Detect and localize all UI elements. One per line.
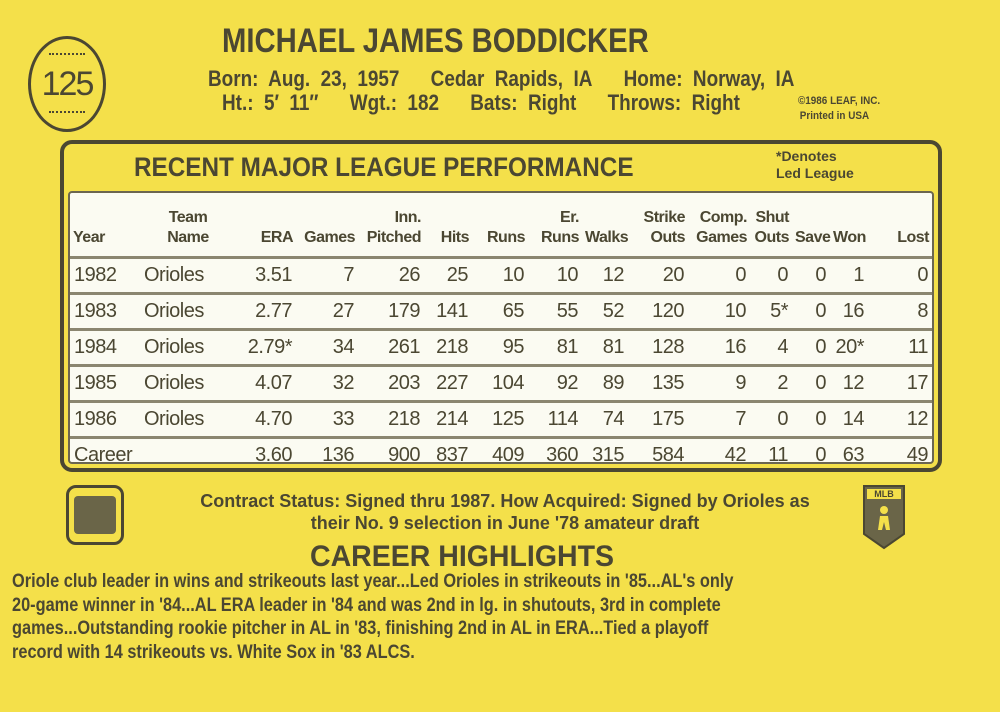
table-cell: 0 — [792, 293, 830, 329]
header-text: Comp. — [699, 208, 747, 226]
table-cell: 136 — [296, 437, 358, 472]
table-cell: 584 — [628, 437, 688, 472]
table-cell: 11 — [868, 329, 932, 365]
table-cell: 5* — [750, 293, 792, 329]
table-cell: 89 — [582, 365, 628, 401]
bio-line-2 — [222, 90, 740, 116]
stats-panel — [60, 140, 942, 472]
table-cell: 315 — [582, 437, 628, 472]
column-header — [70, 193, 140, 257]
header-text: Lost — [897, 228, 929, 246]
contract-line: Contract Status: Signed thru 1987. How Acquired: Signed by Orioles as — [200, 491, 810, 511]
table-cell: 1985 — [70, 365, 140, 401]
table-cell: Orioles — [140, 329, 236, 365]
column-header — [140, 193, 236, 257]
header-text: Won — [833, 228, 866, 246]
table-cell: 7 — [296, 257, 358, 293]
table-row — [70, 329, 932, 365]
note-line: Led League — [776, 165, 854, 181]
copyright-text: ©1986 LEAF, INC. — [798, 95, 881, 107]
table-cell: 3.51 — [236, 257, 296, 293]
table-cell: 837 — [424, 437, 472, 472]
table-cell: 81 — [582, 329, 628, 365]
table-cell: 81 — [528, 329, 582, 365]
header-text: Games — [304, 228, 355, 246]
bats: Bats: Right — [470, 90, 577, 115]
header-text: ERA — [260, 228, 293, 246]
table-cell: Career — [70, 437, 140, 472]
header-text: Shut — [755, 208, 789, 226]
table-cell: 0 — [792, 329, 830, 365]
table-cell: 63 — [830, 437, 868, 472]
table-row — [70, 365, 932, 401]
printed-text: Printed in USA — [799, 110, 870, 122]
header-row — [70, 193, 932, 257]
table-cell: Orioles — [140, 365, 236, 401]
column-header — [750, 193, 792, 257]
table-cell: 11 — [750, 437, 792, 472]
header-text: Strike — [643, 208, 685, 226]
table-cell: 20* — [830, 329, 868, 365]
table-cell: 125 — [472, 401, 528, 437]
table-cell: 1983 — [70, 293, 140, 329]
header-text: Inn. — [394, 208, 421, 226]
table-cell: 120 — [628, 293, 688, 329]
table-cell: 14 — [830, 401, 868, 437]
table-cell — [140, 437, 236, 472]
birthplace: Cedar Rapids, IA — [430, 66, 593, 91]
table-row — [70, 257, 932, 293]
table-cell: 17 — [868, 365, 932, 401]
home: Home: Norway, IA — [623, 66, 795, 91]
table-cell: 12 — [868, 401, 932, 437]
table-cell: 52 — [582, 293, 628, 329]
card-number: 125 — [41, 64, 93, 103]
column-header — [792, 193, 830, 257]
table-cell: 12 — [582, 257, 628, 293]
table-cell: 16 — [688, 329, 750, 365]
column-header — [296, 193, 358, 257]
player-name: MICHAEL JAMES BODDICKER — [222, 22, 649, 60]
table-cell: 203 — [358, 365, 424, 401]
table-cell: 33 — [296, 401, 358, 437]
table-cell: 409 — [472, 437, 528, 472]
table-cell: 0 — [792, 437, 830, 472]
table-cell: 2.79* — [236, 329, 296, 365]
highlight-line: record with 14 strikeouts vs. White Sox in '83 ALCS. — [12, 641, 415, 663]
table-cell: Orioles — [140, 293, 236, 329]
table-cell: 900 — [358, 437, 424, 472]
column-header — [582, 193, 628, 257]
bio-line-1 — [208, 66, 794, 92]
table-cell: 1984 — [70, 329, 140, 365]
table-cell: 135 — [628, 365, 688, 401]
table-cell: 2.77 — [236, 293, 296, 329]
table-row — [70, 401, 932, 437]
note-line: *Denotes — [776, 148, 837, 164]
table-cell: 42 — [688, 437, 750, 472]
header-text: Walks — [585, 228, 629, 246]
table-cell: 55 — [528, 293, 582, 329]
height: Ht.: 5′ 11″ — [222, 90, 319, 115]
throws: Throws: Right — [607, 90, 740, 115]
header-text: Outs — [754, 228, 789, 246]
header-text: Er. — [560, 208, 579, 226]
card-number-baseball — [28, 36, 106, 132]
table-cell: 49 — [868, 437, 932, 472]
stitch-icon — [49, 53, 85, 59]
table-cell: 214 — [424, 401, 472, 437]
table-cell: 95 — [472, 329, 528, 365]
header-text: Team — [168, 208, 208, 226]
table-cell: 128 — [628, 329, 688, 365]
table-cell: 227 — [424, 365, 472, 401]
table-cell: 4.70 — [236, 401, 296, 437]
table-cell: 218 — [358, 401, 424, 437]
column-header — [472, 193, 528, 257]
header-text: Games — [696, 228, 747, 246]
table-cell: 360 — [528, 437, 582, 472]
table-cell: 175 — [628, 401, 688, 437]
header-text: Pitched — [366, 228, 421, 246]
table-cell: 179 — [358, 293, 424, 329]
column-header — [528, 193, 582, 257]
table-cell: 34 — [296, 329, 358, 365]
header-text: Runs — [541, 228, 579, 246]
table-cell: 65 — [472, 293, 528, 329]
header-text: Hits — [440, 228, 469, 246]
table-cell: 0 — [750, 401, 792, 437]
table-cell: 32 — [296, 365, 358, 401]
table-cell: 10 — [472, 257, 528, 293]
column-header — [628, 193, 688, 257]
contract-line: their No. 9 selection in June '78 amateur draft — [310, 513, 700, 533]
table-cell: 10 — [688, 293, 750, 329]
column-header — [236, 193, 296, 257]
table-cell: 8 — [868, 293, 932, 329]
table-cell: 0 — [792, 401, 830, 437]
table-cell: Orioles — [140, 401, 236, 437]
table-cell: 2 — [750, 365, 792, 401]
table-cell: 10 — [528, 257, 582, 293]
column-header — [868, 193, 932, 257]
column-header — [830, 193, 868, 257]
table-cell: 1982 — [70, 257, 140, 293]
table-cell: 114 — [528, 401, 582, 437]
table-cell: 4.07 — [236, 365, 296, 401]
table-cell: 3.60 — [236, 437, 296, 472]
table-cell: 0 — [688, 257, 750, 293]
highlight-line: 20-game winner in '84...AL ERA leader in '84 and was 2nd in lg. in shutouts, 3rd in complete — [12, 594, 721, 616]
highlights-text — [12, 570, 733, 664]
table-cell: 20 — [628, 257, 688, 293]
table-cell: 26 — [358, 257, 424, 293]
table-cell: 0 — [868, 257, 932, 293]
column-header — [424, 193, 472, 257]
table-cell: 7 — [688, 401, 750, 437]
legend-note — [776, 148, 854, 182]
stats-title: RECENT MAJOR LEAGUE PERFORMANCE — [134, 152, 634, 182]
column-header — [688, 193, 750, 257]
table-row — [70, 437, 932, 472]
column-header — [358, 193, 424, 257]
table-cell: 9 — [688, 365, 750, 401]
highlight-line: games...Outstanding rookie pitcher in AL in '83, finishing 2nd in AL in ERA...Tied a playoff — [12, 618, 709, 639]
table-cell: 141 — [424, 293, 472, 329]
contract-status — [180, 490, 830, 534]
table-row — [70, 293, 932, 329]
table-cell: 74 — [582, 401, 628, 437]
table-cell: 27 — [296, 293, 358, 329]
highlights-title: CAREER HIGHLIGHTS — [310, 540, 615, 573]
table-cell: 92 — [528, 365, 582, 401]
table-cell: 0 — [792, 257, 830, 293]
copyright — [798, 94, 880, 124]
mlb-text: MLB — [874, 489, 894, 499]
stitch-icon — [49, 111, 85, 117]
header-text: Year — [73, 228, 105, 246]
mlb-licensee-logo — [66, 485, 124, 545]
table-cell: 16 — [830, 293, 868, 329]
table-cell: 1986 — [70, 401, 140, 437]
header-text: Name — [167, 228, 209, 246]
table-cell: 25 — [424, 257, 472, 293]
highlight-line: Oriole club leader in wins and strikeouts last year...Led Orioles in strikeouts in '85...AL's only — [12, 571, 734, 592]
table-cell: 104 — [472, 365, 528, 401]
table-cell: Orioles — [140, 257, 236, 293]
table-cell: 4 — [750, 329, 792, 365]
header-text: Save — [795, 228, 831, 246]
born: Born: Aug. 23, 1957 — [208, 66, 400, 91]
table-cell: 1 — [830, 257, 868, 293]
header-text: Outs — [650, 228, 685, 246]
table-cell: 0 — [792, 365, 830, 401]
stats-table — [68, 191, 934, 467]
table-cell: 218 — [424, 329, 472, 365]
table-cell: 261 — [358, 329, 424, 365]
table-cell: 0 — [750, 257, 792, 293]
table-cell: 12 — [830, 365, 868, 401]
weight: Wgt.: 182 — [349, 90, 440, 115]
header-text: Runs — [487, 228, 525, 246]
mlb-players-logo — [862, 484, 906, 550]
